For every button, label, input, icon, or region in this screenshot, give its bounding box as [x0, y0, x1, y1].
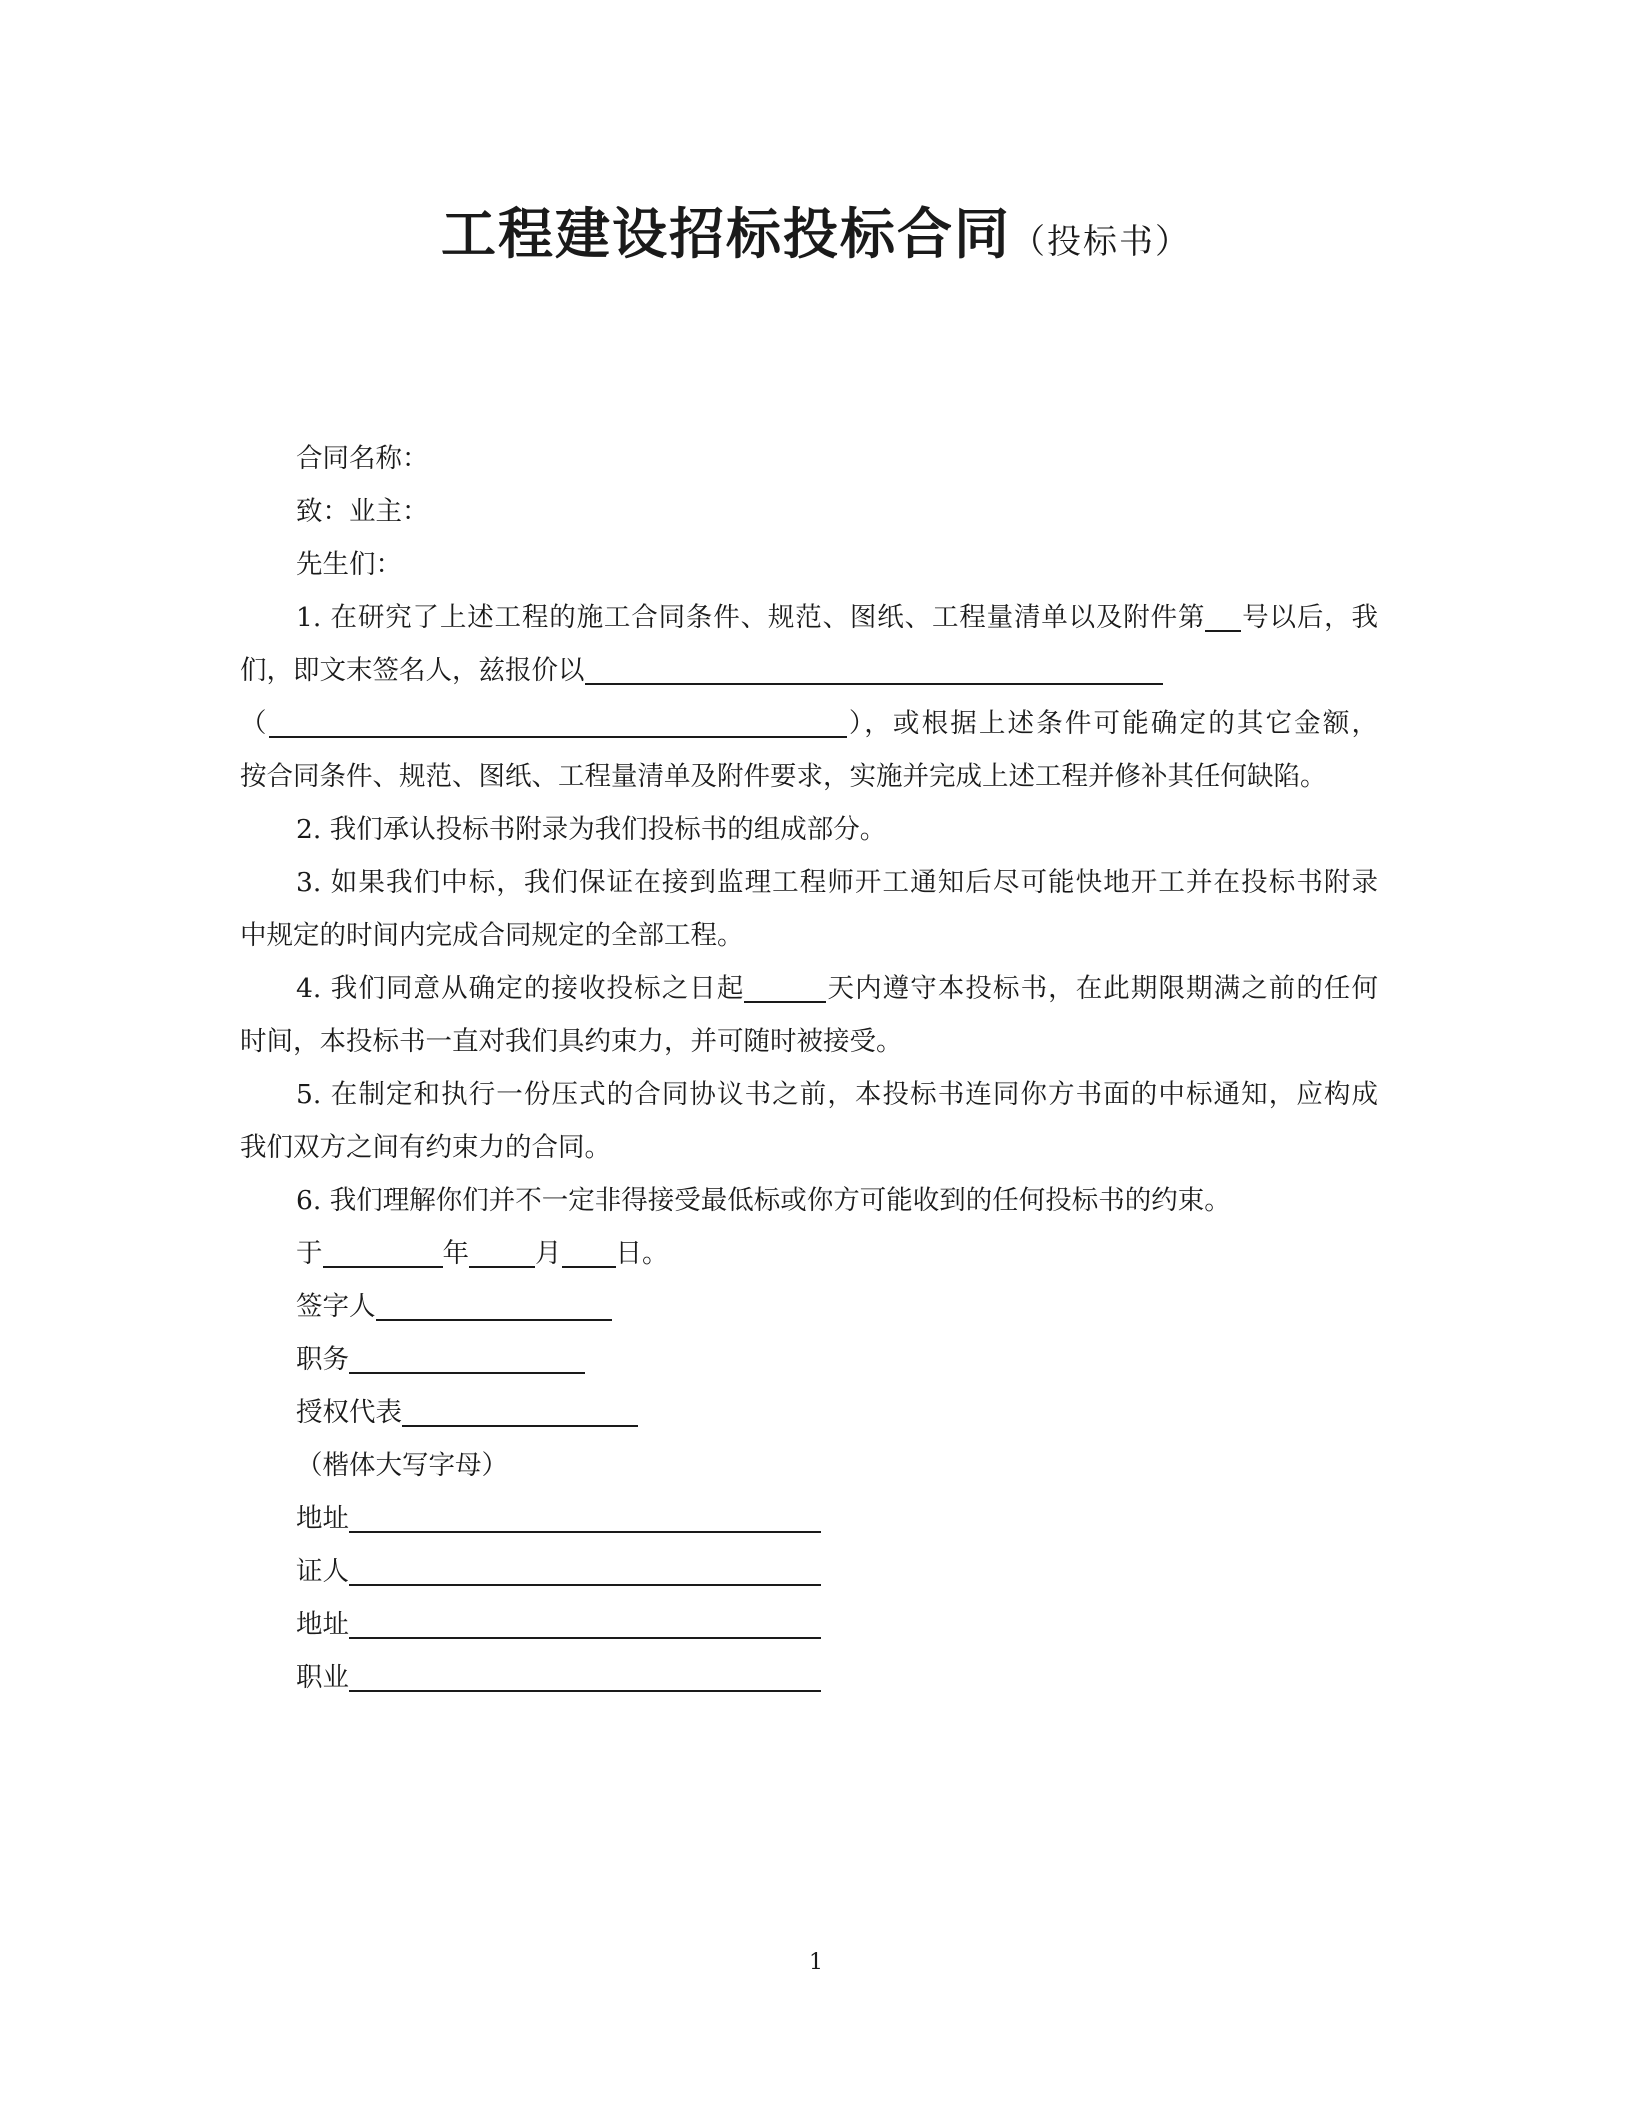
clause-5-line-2	[240, 1121, 1378, 1174]
clause-1-text-b: 号以后，我	[1241, 602, 1378, 633]
clause-4-text-b: 天内遵守本投标书，在此期限期满之前的任何	[826, 973, 1378, 1004]
witness-label: 证人	[296, 1556, 349, 1587]
clause-1-text-c: 们，即文末签名人，兹报价以	[240, 655, 585, 686]
clause-4-line-1	[240, 962, 1378, 1015]
date-line	[240, 1227, 1378, 1280]
page-number: 1	[809, 1950, 823, 1975]
addressee-label: 致：业主：	[296, 496, 429, 527]
witness-line	[240, 1545, 1378, 1598]
occupation-blank[interactable]	[349, 1658, 821, 1692]
day-label: 日。	[615, 1238, 669, 1269]
address-line-2	[240, 1598, 1378, 1651]
validity-days-blank[interactable]	[744, 969, 826, 1003]
clause-2	[240, 803, 1378, 856]
clause-5-text-b: 我们双方之间有约束力的合同。	[240, 1132, 611, 1163]
document-body	[240, 432, 1378, 1704]
position-line	[240, 1333, 1378, 1386]
clause-1-text-e: 按合同条件、规范、图纸、工程量清单及附件要求，实施并完成上述工程并修补其任何缺陷。	[240, 761, 1327, 792]
address-blank-2[interactable]	[349, 1605, 821, 1639]
clause-5-line-1	[240, 1068, 1378, 1121]
clause-4-text-a: 4. 我们同意从确定的接收投标之日起	[296, 973, 745, 1004]
date-prefix: 于	[296, 1238, 323, 1269]
occupation-line	[240, 1651, 1378, 1704]
month-blank[interactable]	[469, 1234, 535, 1268]
clause-2-text: 2. 我们承认投标书附录为我们投标书的组成部分。	[296, 814, 887, 845]
clause-6	[240, 1174, 1378, 1227]
annex-number-blank[interactable]	[1205, 598, 1241, 632]
clause-1-line-2	[240, 644, 1378, 697]
title-main: 工程建设招标投标合同	[440, 202, 1011, 266]
address-label-2: 地址	[296, 1609, 349, 1640]
clause-6-text: 6. 我们理解你们并不一定非得接受最低标或你方可能收到的任何投标书的约束。	[296, 1185, 1231, 1216]
year-label: 年	[442, 1238, 469, 1269]
clause-4-text-c: 时间，本投标书一直对我们具约束力，并可随时被接受。	[240, 1026, 903, 1057]
salutation-text: 先生们：	[296, 549, 402, 580]
block-letters-note: （楷体大写字母）	[296, 1450, 508, 1481]
contract-name-line	[240, 432, 1378, 485]
authorized-rep-blank[interactable]	[402, 1393, 638, 1427]
clause-1-text-a: 1. 在研究了上述工程的施工合同条件、规范、图纸、工程量清单以及附件第	[296, 602, 1206, 633]
year-blank[interactable]	[323, 1234, 443, 1268]
clause-1-line-1	[240, 591, 1378, 644]
contract-name-label: 合同名称：	[296, 443, 429, 474]
title-subtitle: （投标书）	[1011, 222, 1191, 262]
witness-blank[interactable]	[349, 1552, 821, 1586]
clause-3-line-1	[240, 856, 1378, 909]
clause-5-text-a: 5. 在制定和执行一份压式的合同协议书之前，本投标书连同你方书面的中标通知，应构成	[296, 1079, 1378, 1110]
address-line-1	[240, 1492, 1378, 1545]
clause-1-text-open: （	[240, 708, 269, 739]
signer-blank[interactable]	[376, 1287, 612, 1321]
clause-4-line-2	[240, 1015, 1378, 1068]
clause-1-text-close: ），或根据上述条件可能确定的其它金额，	[846, 708, 1379, 739]
clause-3-text-a: 3. 如果我们中标，我们保证在接到监理工程师开工通知后尽可能快地开工并在投标书附录	[296, 867, 1378, 898]
clause-1-line-4	[240, 750, 1378, 803]
signer-label: 签字人	[296, 1291, 376, 1322]
month-label: 月	[535, 1238, 562, 1269]
authorized-rep-line	[240, 1386, 1378, 1439]
day-blank[interactable]	[562, 1234, 616, 1268]
occupation-label: 职业	[296, 1662, 349, 1693]
clause-3-text-b: 中规定的时间内完成合同规定的全部工程。	[240, 920, 744, 951]
position-label: 职务	[296, 1344, 349, 1375]
clause-3-line-2	[240, 909, 1378, 962]
authorized-rep-label: 授权代表	[296, 1397, 402, 1428]
position-blank[interactable]	[349, 1340, 585, 1374]
block-letters-line	[240, 1439, 1378, 1492]
document-title	[0, 190, 1632, 269]
signer-line	[240, 1280, 1378, 1333]
addressee-line	[240, 485, 1378, 538]
clause-1-line-3	[240, 697, 1378, 750]
bid-price-blank[interactable]	[585, 651, 1163, 685]
salutation-line	[240, 538, 1378, 591]
address-label-1: 地址	[296, 1503, 349, 1534]
address-blank-1[interactable]	[349, 1499, 821, 1533]
bid-price-words-blank[interactable]	[269, 704, 847, 738]
